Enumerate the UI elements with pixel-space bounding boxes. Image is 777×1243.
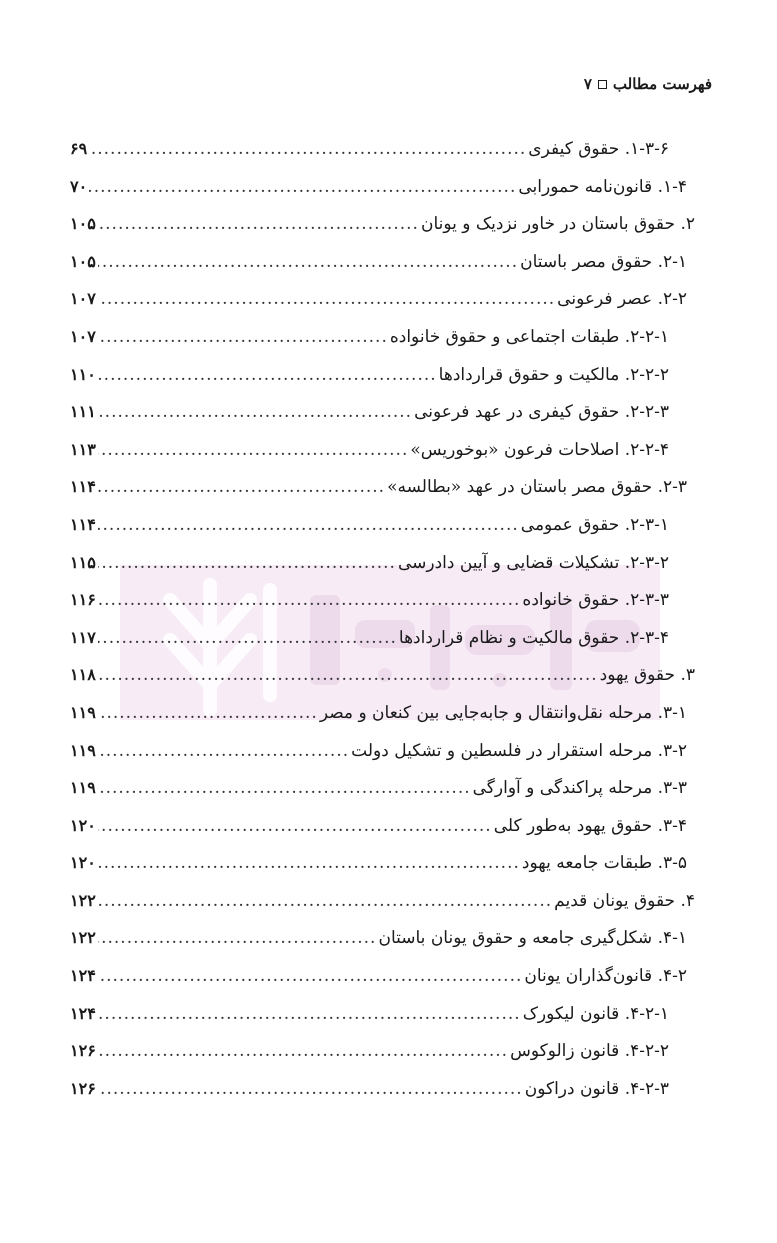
toc-entry (70, 1032, 695, 1070)
dot-leader (98, 206, 419, 244)
toc-entry-page: ۱۱۹ (70, 778, 96, 798)
toc-entry-page: ۱۰۷ (70, 289, 96, 309)
toc-entry-title: ۴-۲-۳. قانون دراکون (524, 1078, 669, 1099)
toc-entry-title: ۲-۲-۱. طبقات اجتماعی و حقوق خانواده (389, 326, 669, 347)
dot-leader (98, 319, 388, 357)
dot-leader (98, 545, 396, 583)
toc-entry-page: ۱۱۱ (70, 402, 96, 422)
toc-entry-title: ۳-۴. حقوق یهود به‌طور کلی (493, 815, 687, 836)
toc-entry-page: ۱۲۶ (70, 1078, 96, 1098)
toc-entry-title: ۲-۲. عصر فرعونی (557, 289, 687, 310)
toc-entry-title: ۲-۲-۳. حقوق کیفری در عهد فرعونی (414, 402, 669, 423)
toc-entry-title: ۴. حقوق یونان قدیم (554, 890, 695, 911)
dot-leader (98, 996, 521, 1034)
toc-entry-title: ۲-۳-۴. حقوق مالکیت و نظام قراردادها (398, 627, 669, 648)
toc-entry-page: ۱۲۴ (70, 966, 96, 986)
toc-entry (70, 732, 695, 770)
toc-entry (70, 957, 695, 995)
toc-entry (70, 544, 695, 582)
table-of-contents (70, 130, 695, 1107)
toc-entry-title: ۴-۲-۱. قانون لیکورک (522, 1003, 669, 1024)
toc-entry-page: ۱۱۷ (70, 627, 96, 647)
toc-entry (70, 807, 695, 845)
toc-entry-title: ۲-۳-۲. تشکیلات قضایی و آیین دادرسی (397, 552, 669, 573)
dot-leader (98, 695, 318, 733)
toc-entry (70, 318, 695, 356)
dot-leader (89, 131, 526, 169)
toc-entry (70, 769, 695, 807)
dot-leader (98, 582, 521, 620)
dot-leader (98, 507, 519, 545)
dot-leader (98, 845, 520, 883)
dot-leader (98, 958, 523, 996)
toc-entry-page: ۶۹ (70, 139, 88, 158)
toc-entry-title: ۲-۱. حقوق مصر باستان (520, 251, 687, 272)
dot-leader (98, 920, 377, 958)
toc-entry-title: ۴-۲. قانون‌گذاران یونان (524, 966, 687, 987)
dot-leader (98, 394, 412, 432)
toc-entry-page: ۱۱۹ (70, 740, 96, 760)
toc-entry-page: ۱۱۴ (70, 514, 96, 534)
toc-entry (70, 280, 695, 318)
toc-entry (70, 581, 695, 619)
toc-entry-page: ۱۱۰ (70, 364, 96, 384)
toc-entry-page: ۱۲۶ (70, 1041, 96, 1061)
toc-entry-title: ۱-۴. قانون‌نامه حمورابی (518, 176, 687, 197)
dot-leader (98, 733, 349, 771)
toc-entry-page: ۱۰۵ (70, 251, 96, 271)
toc-entry (70, 919, 695, 957)
dot-leader (98, 281, 555, 319)
dot-leader (89, 169, 516, 207)
toc-entry (70, 619, 695, 657)
toc-entry-page: ۱۲۰ (70, 815, 96, 835)
dot-leader (98, 432, 409, 470)
toc-entry-page: ۱۲۲ (70, 928, 96, 948)
toc-entry-title: ۳. حقوق یهود (599, 665, 695, 686)
toc-entry-title: ۴-۲-۲. قانون زالوکوس (510, 1041, 669, 1062)
toc-entry-page: ۱۱۹ (70, 702, 96, 722)
toc-entry (70, 468, 695, 506)
toc-entry-title: ۴-۱. شکل‌گیری جامعه و حقوق یونان باستان (378, 928, 687, 949)
toc-entry-title: ۳-۲. مرحله استقرار در فلسطین و تشکیل دولت (351, 740, 687, 761)
toc-entry (70, 243, 695, 281)
toc-entry-page: ۱۲۲ (70, 890, 96, 910)
toc-entry-title: ۳-۵. طبقات جامعه یهود (521, 853, 687, 874)
toc-entry-page: ۱۲۰ (70, 853, 96, 873)
toc-entry-title: ۱-۳-۶. حقوق کیفری (528, 139, 669, 159)
dot-leader (98, 620, 397, 658)
dot-leader (98, 244, 518, 282)
dot-leader (98, 1033, 508, 1071)
toc-entry (70, 393, 695, 431)
toc-entry-title: ۳-۳. مرحله پراکندگی و آوارگی (472, 778, 687, 799)
toc-entry-title: ۳-۱. مرحله نقل‌وانتقال و جابه‌جایی بین کنعان و مصر (319, 702, 687, 723)
dot-leader (98, 469, 385, 507)
header-title: فهرست مطالب (612, 75, 712, 93)
dot-leader (98, 808, 492, 846)
header-page-number: ۷ (583, 75, 592, 93)
toc-entry-title: ۲-۲-۴. اصلاحات فرعون «بوخوریس» (410, 439, 669, 460)
toc-entry (70, 356, 695, 394)
dot-leader (98, 1071, 523, 1109)
toc-entry-page: ۱۰۷ (70, 326, 96, 346)
toc-entry-page: ۱۰۵ (70, 214, 96, 234)
toc-entry-title: ۲-۳-۳. حقوق خانواده (522, 590, 669, 611)
toc-entry-page: ۱۱۴ (70, 477, 96, 497)
dot-leader (98, 357, 437, 395)
toc-entry (70, 205, 695, 243)
dot-leader (98, 770, 471, 808)
running-header (62, 70, 712, 98)
toc-entry-page: ۱۲۴ (70, 1003, 96, 1023)
toc-entry-title: ۲-۳. حقوق مصر باستان در عهد «بطالسه» (387, 477, 687, 498)
toc-entry (70, 656, 695, 694)
toc-entry-page: ۱۱۸ (70, 665, 96, 685)
toc-entry (70, 431, 695, 469)
square-bullet-icon (598, 80, 607, 89)
dot-leader (98, 883, 552, 921)
toc-entry-page: ۱۱۵ (70, 552, 96, 572)
toc-entry-title: ۲. حقوق باستان در خاور نزدیک و یونان (420, 214, 695, 235)
dot-leader (98, 657, 598, 695)
toc-entry (70, 1070, 695, 1108)
toc-entry-page: ۷۰ (70, 176, 88, 196)
toc-entry (70, 130, 695, 168)
toc-entry (70, 168, 695, 206)
toc-entry (70, 882, 695, 920)
toc-entry-page: ۱۱۶ (70, 590, 96, 610)
toc-entry (70, 694, 695, 732)
toc-entry-title: ۲-۲-۲. مالکیت و حقوق قراردادها (438, 364, 669, 385)
toc-entry (70, 995, 695, 1033)
toc-entry (70, 844, 695, 882)
toc-entry (70, 506, 695, 544)
toc-entry-title: ۲-۳-۱. حقوق عمومی (520, 514, 669, 535)
toc-entry-page: ۱۱۳ (70, 439, 96, 459)
